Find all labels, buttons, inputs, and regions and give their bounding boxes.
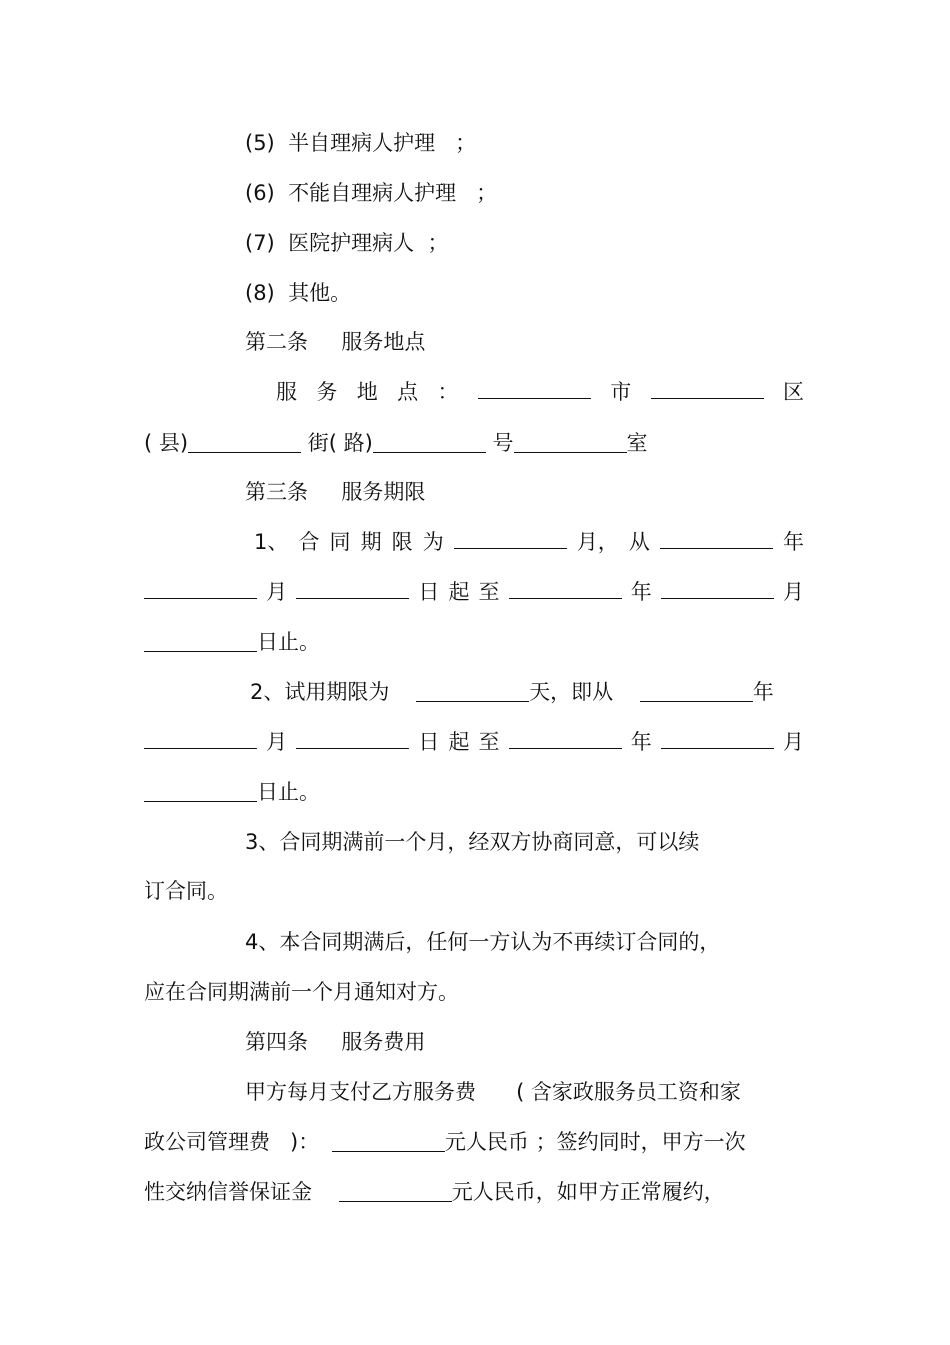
paragraph-3-cont: 订合同。 [144,879,228,903]
list-item: (6) 不能自理病人护理 ； [245,181,498,205]
service-place-line: 服 务 地 点 ： 市 区 [276,377,804,407]
blank-field[interactable] [514,431,627,453]
blank-field[interactable] [339,1180,452,1202]
term-line-2: 月 日 起 至 年 月 [144,577,804,607]
service-place-line-2: ( 县) 街( 路) 号 室 [144,431,648,455]
blank-field[interactable] [188,431,301,453]
term-line-3: 日止。 [144,627,804,657]
fee-line-2: 政公司管理费 )： 元人民币 ；签约同时，甲方一次 [144,1130,746,1154]
blank-field[interactable] [296,727,409,749]
list-item: (5) 半自理病人护理 ； [245,131,477,155]
article-heading: 第四条 服务费用 [245,1030,426,1054]
blank-field[interactable] [332,1130,445,1152]
trial-line-1: 2、试用期限为 天，即从 年 [250,680,774,704]
blank-field[interactable] [661,727,774,749]
fee-line-1: 甲方每月支付乙方服务费 ( 含家政服务员工资和家 [245,1080,741,1104]
list-item: (7) 医院护理病人 ； [245,231,449,255]
article-heading: 第三条 服务期限 [245,480,426,504]
fee-line-3: 性交纳信誉保证金 元人民币，如甲方正常履约， [144,1180,725,1204]
blank-field[interactable] [144,727,257,749]
blank-field[interactable] [478,377,591,399]
blank-field[interactable] [651,377,764,399]
paragraph-4: 4、本合同期满后，任何一方认为不再续订合同的， [245,930,721,954]
trial-line-3: 日止。 [144,777,804,807]
blank-field[interactable] [660,527,773,549]
trial-line-2: 月 日 起 至 年 月 [144,727,804,757]
blank-field[interactable] [296,577,409,599]
term-line-1: 1、 合 同 期 限 为 月， 从 年 [254,527,804,557]
blank-field[interactable] [640,680,753,702]
blank-field[interactable] [144,780,257,802]
blank-field[interactable] [144,577,257,599]
list-item: (8) 其他。 [245,281,352,305]
blank-field[interactable] [373,431,486,453]
article-heading: 第二条 服务地点 [245,330,426,354]
blank-field[interactable] [509,577,622,599]
paragraph-3: 3、合同期满前一个月，经双方协商同意，可以续 [245,830,700,854]
paragraph-4-cont: 应在合同期满前一个月通知对方。 [144,980,459,1004]
blank-field[interactable] [661,577,774,599]
blank-field[interactable] [416,680,529,702]
blank-field[interactable] [509,727,622,749]
blank-field[interactable] [144,630,257,652]
blank-field[interactable] [454,527,567,549]
